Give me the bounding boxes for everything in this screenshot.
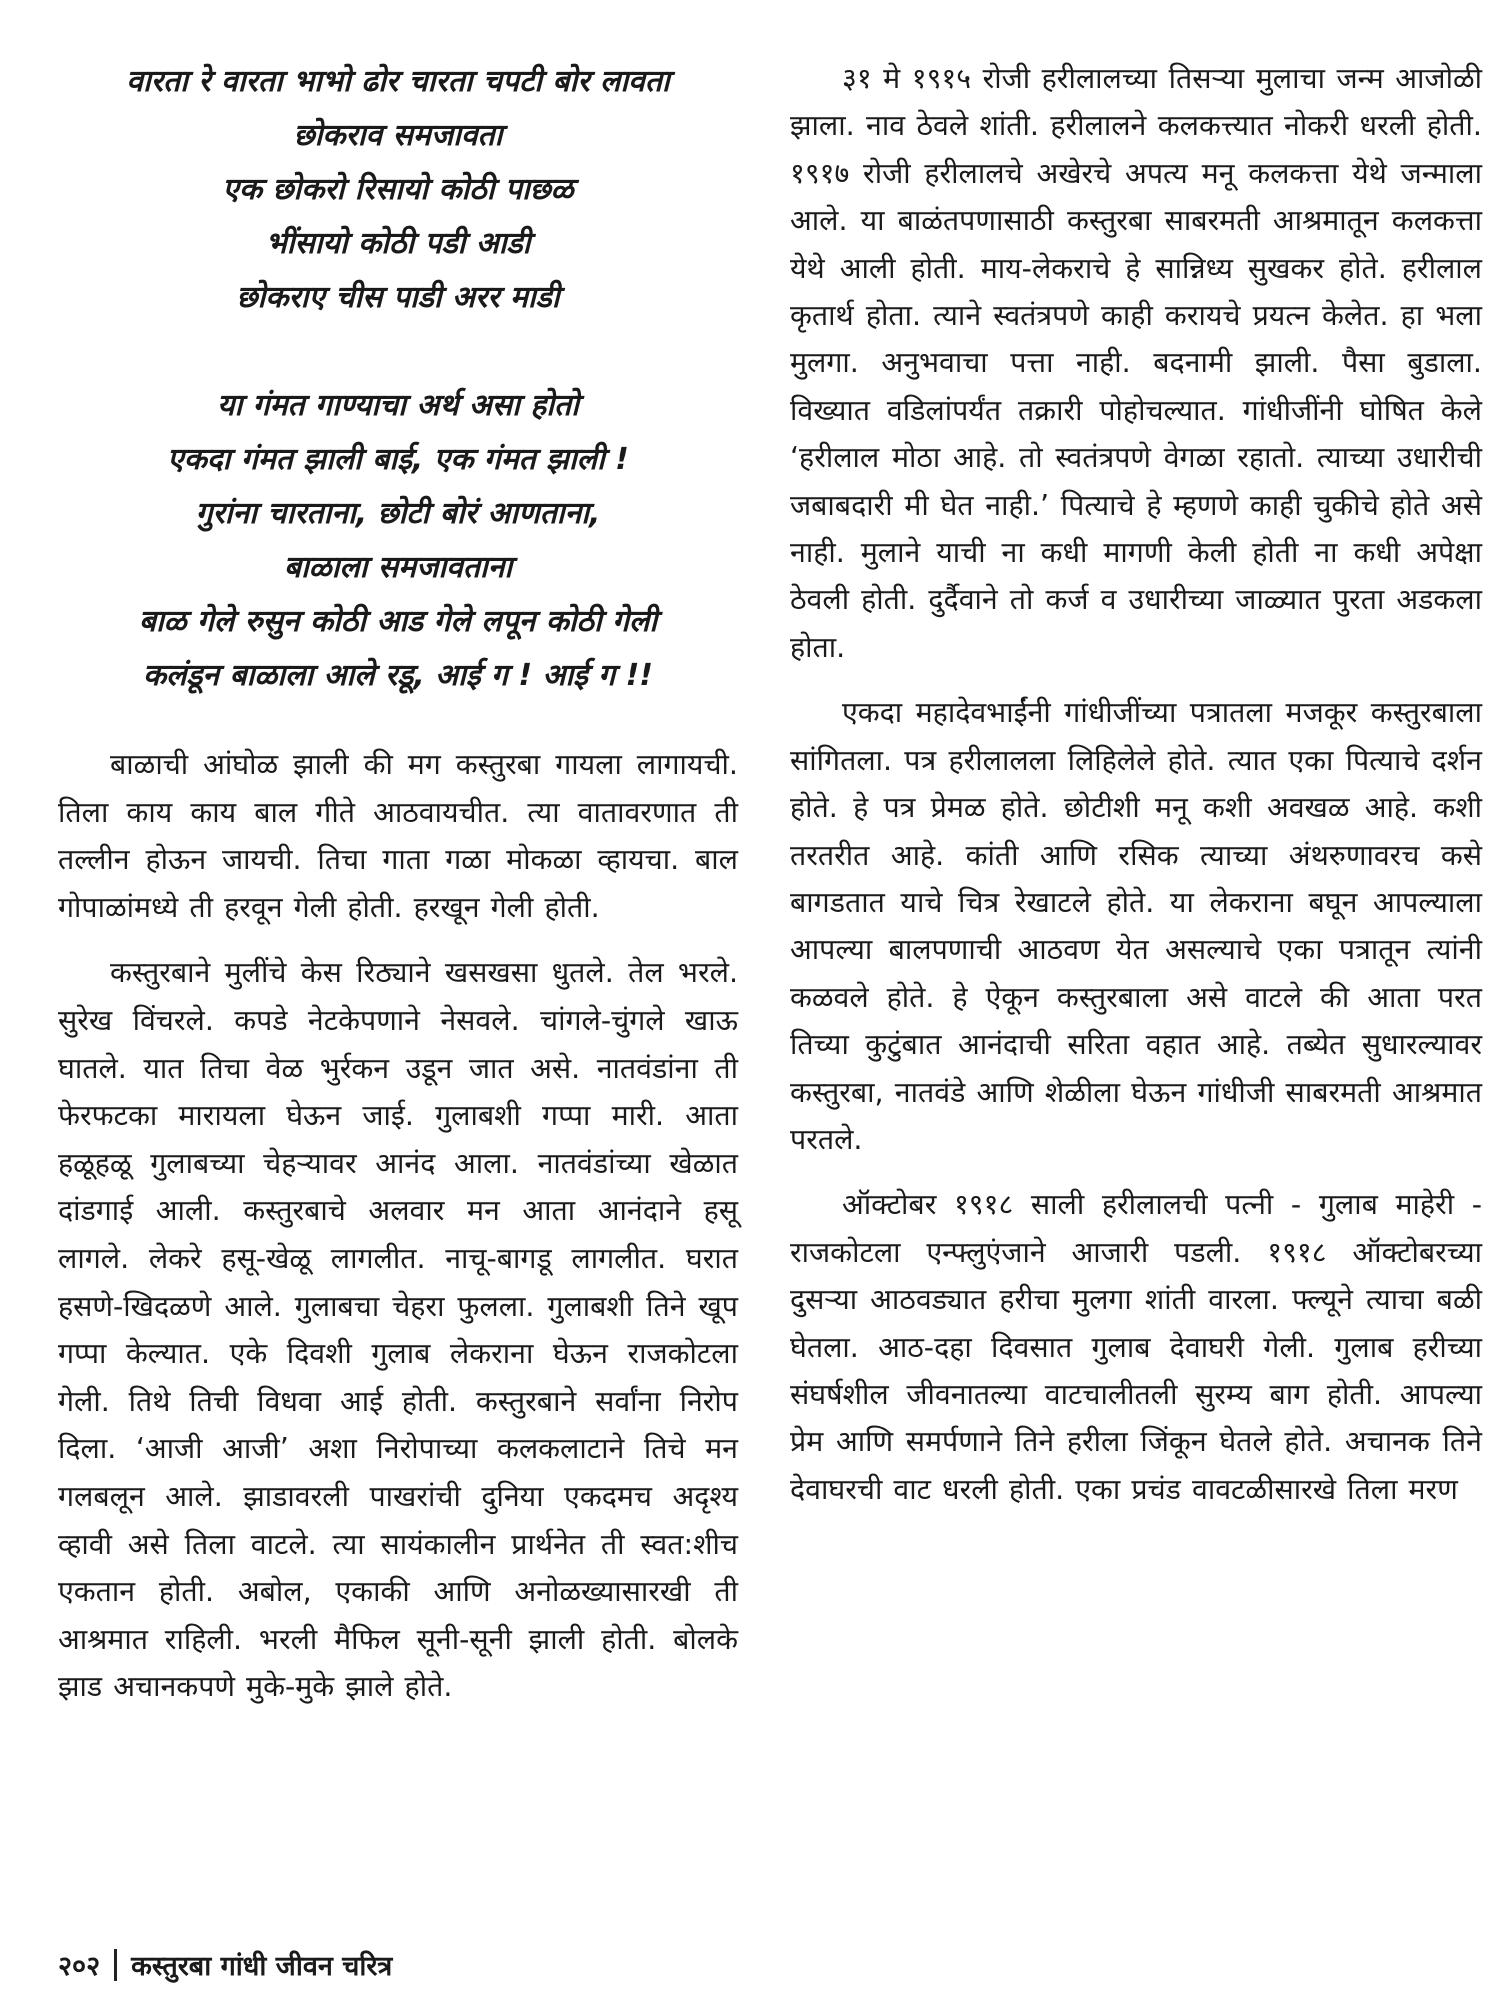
page-number: २०२	[58, 1951, 101, 1982]
poem-spacer	[58, 325, 738, 379]
poem-line: एकदा गंमत झाली बाई, एक गंमत झाली !	[167, 442, 629, 477]
paragraph: बाळाची आंघोळ झाली की मग कस्तुरबा गायला लागायची. तिला काय काय बाल गीते आठवायचीत. त्या वातावरणात ती तल्लीन होऊन जायची. तिचा गाता गळा मोकळा व्हायचा. बाल गोपाळांमध्ये ती हरवून गेली होती. हरखून गेली होती.	[58, 748, 738, 924]
paragraph-gap	[790, 1163, 1482, 1181]
poem-line: बाळाला समजावताना	[283, 550, 513, 585]
paragraph: एकदा महादेवभाईंनी गांधीजींच्या पत्रातला मजकूर कस्तुरबाला सांगितला. पत्र हरीलालला लिहिलेले होते. त्यात एका पित्याचे दर्शन होते. हे पत्र प्रेमळ होते. छोटीशी मनू कशी अवखळ आहे. कशी तरतरीत आहे. कांती आणि रसिक त्याच्या अंथरुणावरच कसे बागडतात याचे चित्र रेखाटले होते. या लेकराना बघून आपल्याला आपल्या बालपणाची आठवण येत असल्याचे एका पत्रातून त्यांनी कळवले होते. हे ऐकून कस्तुरबाला असे वाटले की आता परत तिच्या कुटुंबात आनंदाची सरिता वहात आहे. तब्येत सुधारल्यावर कस्तुरबा, नातवंडे आणि शेळीला घेऊन गांधीजी साबरमती आश्रमात परतले.	[790, 696, 1482, 1156]
left-column	[58, 55, 738, 1711]
poem-line: कलंडून बाळाला आले रडू, आई ग ! आई ग !!	[143, 658, 653, 693]
paragraph: ऑक्टोबर १९१८ साली हरीलालची पत्नी - गुलाब माहेरी - राजकोटला एन्फ्लुएंजाने आजारी पडली. १९१८ ऑक्टोबरच्या दुसऱ्या आठवड्यात हरीचा मुलगा शांती वारला. फ्ल्यूने त्याचा बळी घेतला. आठ-दहा दिवसात गुलाब देवाघरी गेली. गुलाब हरीच्या संघर्षशील जीवनातल्या वाटचालीतली सुरम्य बाग होती. आपल्या प्रेम आणि समर्पणाने तिने हरीला जिंकून घेतले होते. अचानक तिने देवाघरची वाट धरली होती. एका प्रचंड वावटळीसारखे तिला मरण	[790, 1188, 1482, 1506]
page-footer	[58, 1946, 392, 1983]
poem-line: या गंमत गाण्याचा अर्थ असा होतो	[217, 388, 579, 423]
poem-line: छोकराव समजावता	[293, 118, 503, 153]
poem-line: छोकराए चीस पाडी अरर माडी	[236, 280, 560, 315]
poem-line: वारता रे वारता भाभो ढोर चारता चपटी बोर लावता	[126, 64, 670, 99]
paragraph-gap	[790, 671, 1482, 689]
paragraph: ३१ मे १९१५ रोजी हरीलालच्या तिसऱ्या मुलाचा जन्म आजोळी झाला. नाव ठेवले शांती. हरीलालने कलकत्त्यात नोकरी धरली होती. १९१७ रोजी हरीलालचे अखेरचे अपत्य मनू कलकत्ता येथे जन्माला आले. या बाळंतपणासाठी कस्तुरबा साबरमती आश्रमातून कलकत्ता येथे आली होती. माय-लेकराचे हे सान्निध्य सुखकर होते. हरीलाल कृतार्थ होता. त्याने स्वतंत्रपणे काही करायचे प्रयत्न केलेत. हा भला मुलगा. अनुभवाचा पत्ता नाही. बदनामी झाली. पैसा बुडाला. विख्यात वडिलांपर्यंत तक्रारी पोहोचल्यात. गांधीजींनी घोषित केले ‘हरीलाल मोठा आहे. तो स्वतंत्रपणे वेगळा रहातो. त्याच्या उधारीची जबाबदारी मी घेत नाही.’ पित्याचे हे म्हणणे काही चुकीचे होते असे नाही. मुलाने याची ना कधी मागणी केली होती ना कधी अपेक्षा ठेवली होती. दुर्दैवाने तो कर्ज व उधारीच्या जाळ्यात पुरता अडकला होता.	[790, 62, 1482, 664]
book-title: कस्तुरबा गांधी जीवन चरित्र	[131, 1951, 393, 1982]
footer-divider	[114, 1949, 117, 1981]
gujarati-poem	[58, 55, 738, 325]
poem-line: भींसायो कोठी पडी आडी	[265, 226, 531, 261]
marathi-poem	[58, 379, 738, 703]
poem-line: एक छोकरो रिसायो कोठी पाछळ	[222, 172, 574, 207]
paragraph: कस्तुरबाने मुलींचे केस रिठ्याने खसखसा धुतले. तेल भरले. सुरेख विंचरले. कपडे नेटकेपणाने नेसवले. चांगले-चुंगले खाऊ घातले. यात तिचा वेळ भुर्रकन उडून जात असे. नातवंडांना ती फेरफटका मारायला घेऊन जाई. गुलाबशी गप्पा मारी. आता हळूहळू गुलाबच्या चेहऱ्यावर आनंद आला. नातवंडांच्या खेळात दांडगाई आली. कस्तुरबाचे अलवार मन आता आनंदाने हसू लागले. लेकरे हसू-खेळू लागलीत. नाचू-बागडू लागलीत. घरात हसणे-खिदळणे आले. गुलाबचा चेहरा फुलला. गुलाबशी तिने खूप गप्पा केल्यात. एके दिवशी गुलाब लेकराना घेऊन राजकोटला गेली. तिथे तिची विधवा आई होती. कस्तुरबाने सर्वांना निरोप दिला. ‘आजी आजी’ अशा निरोपाच्या कलकलाटाने तिचे मन गलबलून आले. झाडावरली पाखरांची दुनिया एकदमच अदृश्य व्हावी असे तिला वाटले. त्या सायंकालीन प्रार्थनेत ती स्वत:शीच एकतान होती. अबोल, एकाकी आणि अनोळख्यासारखी ती आश्रमात राहिली. भरली मैफिल सूनी-सूनी झाली होती. बोलके झाड अचानकपणे मुके-मुके झाले होते.	[58, 956, 738, 1704]
poem-line: बाळ गेले रुसुन कोठी आड गेले लपून कोठी गेली	[138, 604, 658, 639]
poem-line: गुरांना चारताना, छोटी बोरं आणताना,	[195, 496, 601, 531]
right-column	[790, 55, 1482, 1513]
paragraph-gap	[58, 931, 738, 949]
